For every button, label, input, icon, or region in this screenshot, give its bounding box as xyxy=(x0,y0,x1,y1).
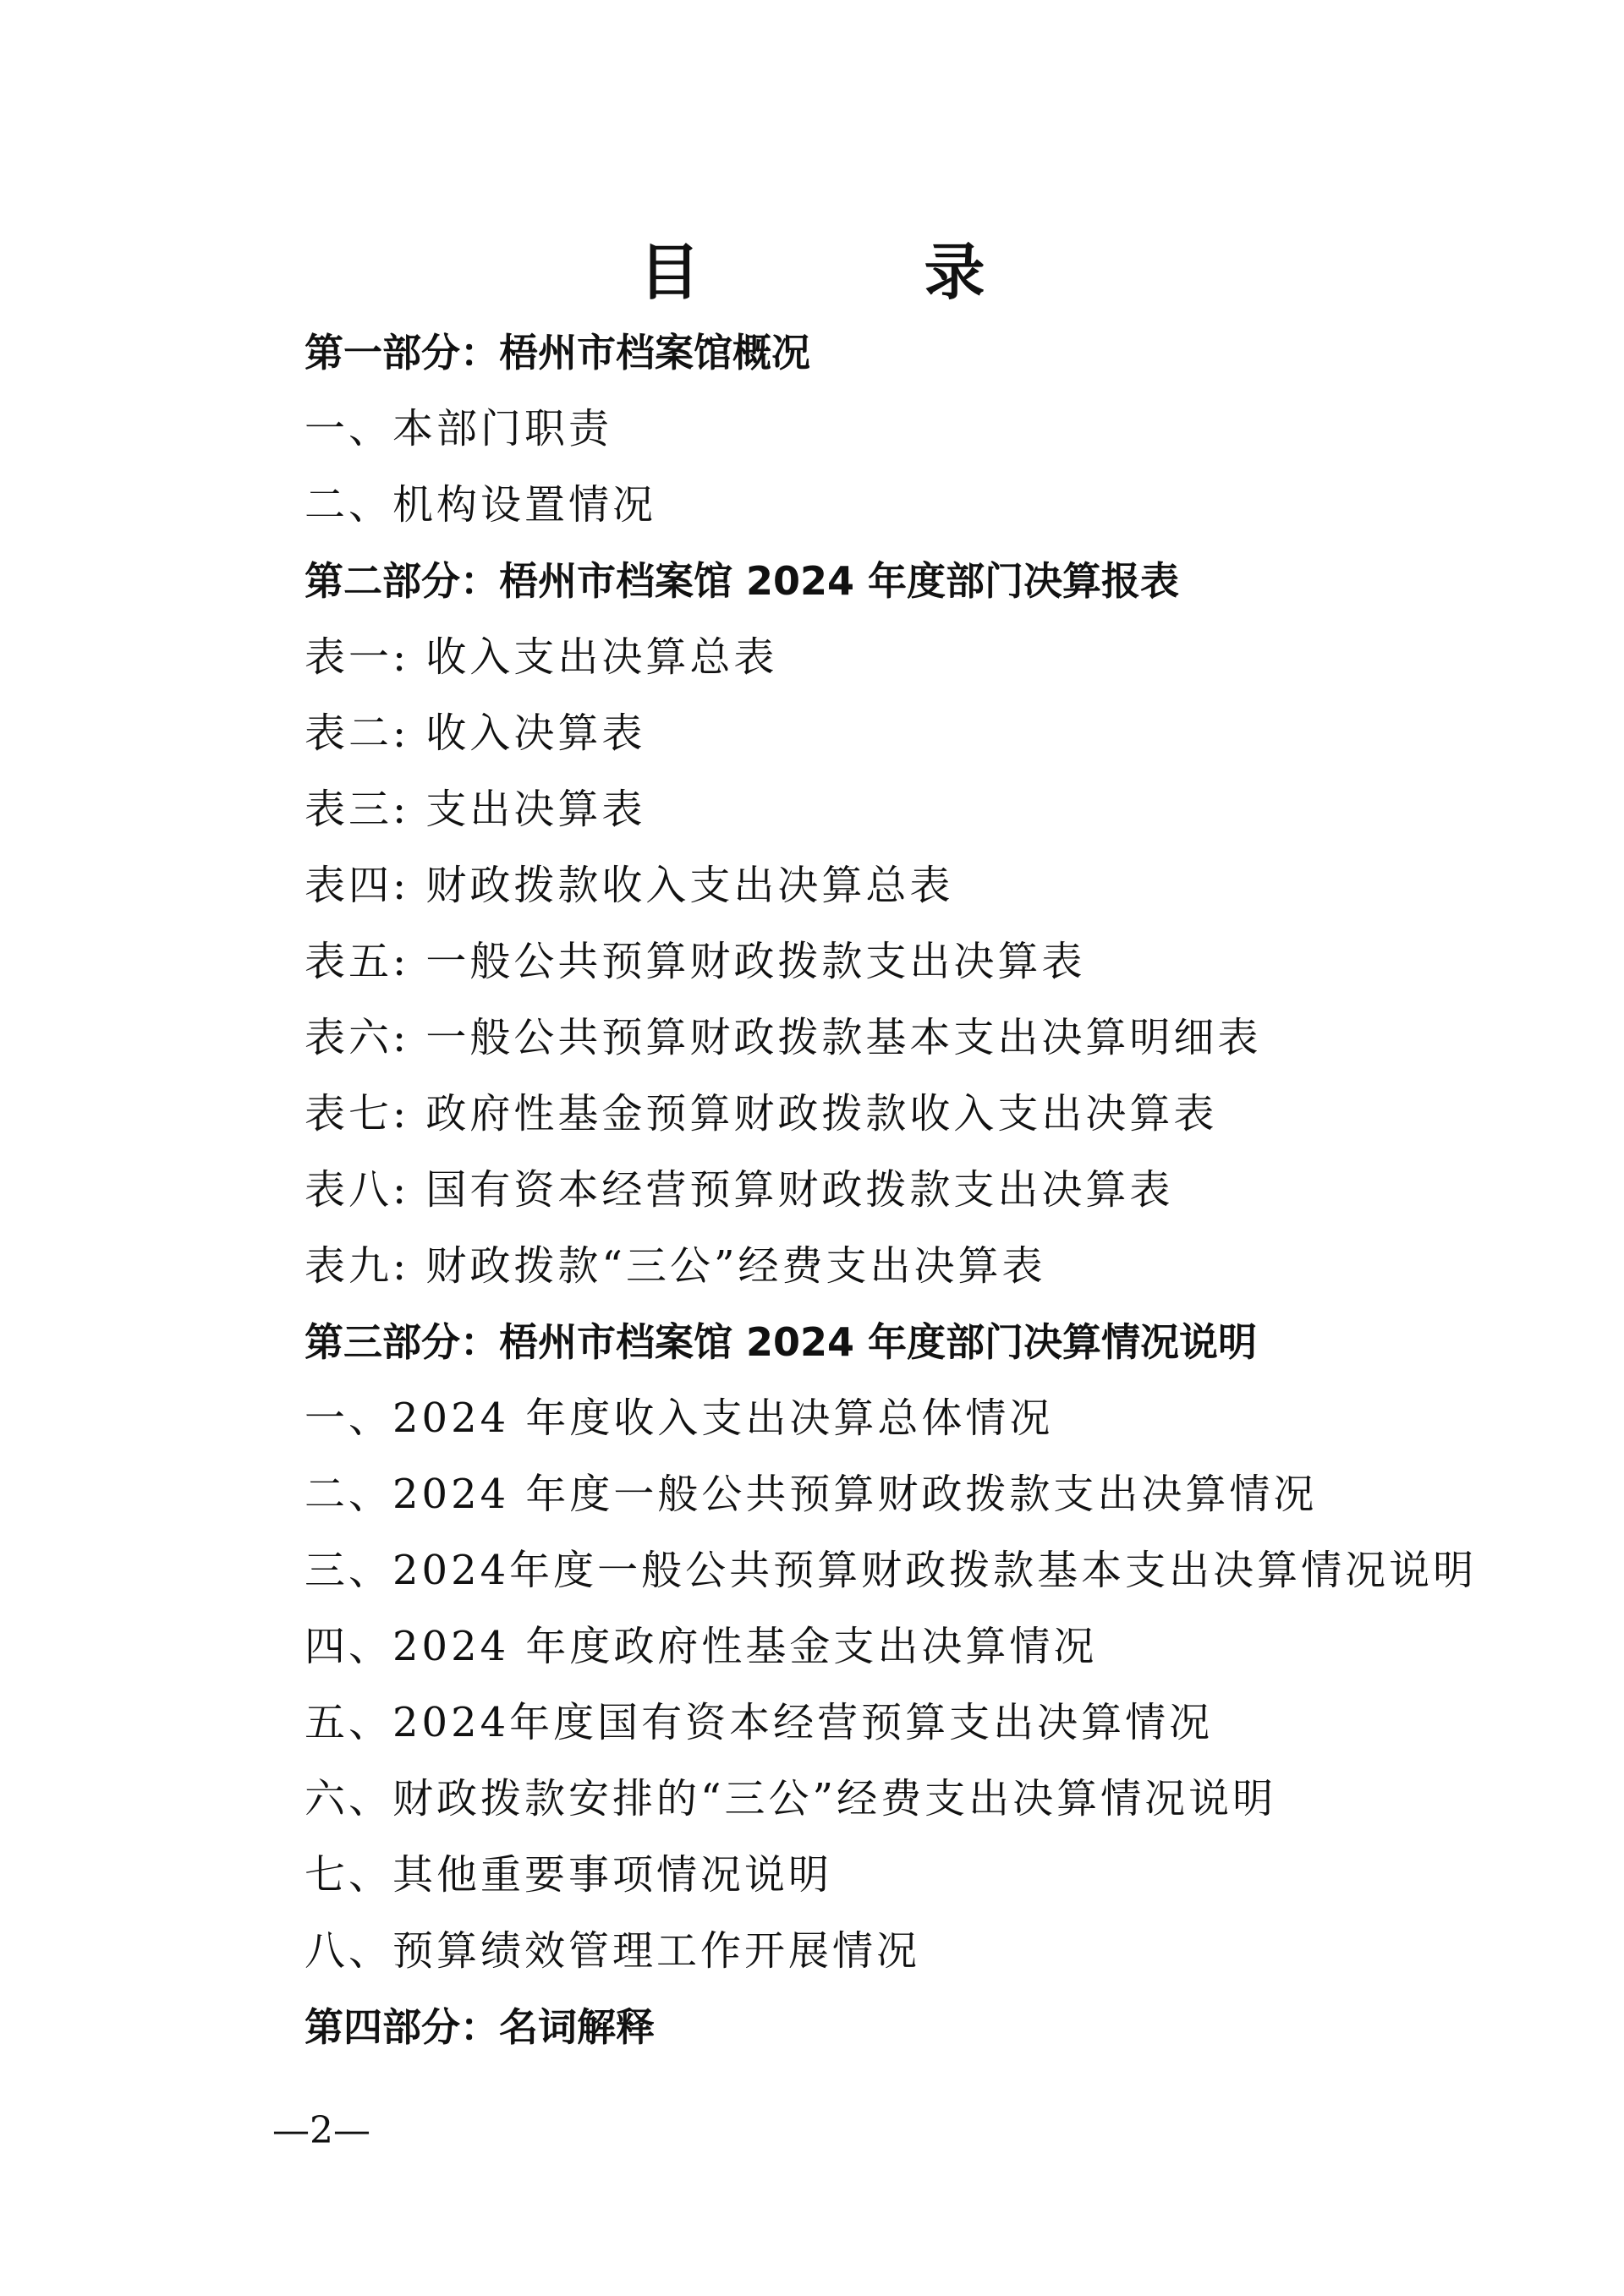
toc-entry: 八、预算绩效管理工作开展情况 xyxy=(304,1927,921,1975)
toc-entry: 表五: 一般公共预算财政拨款支出决算表 xyxy=(304,938,1086,985)
toc-entry: 表九: 财政拨款“三公”经费支出决算表 xyxy=(304,1242,1046,1290)
toc-entry: 表四: 财政拨款收入支出决算总表 xyxy=(304,862,954,909)
toc-entry: 一、2024 年度收入支出决算总体情况 xyxy=(304,1395,1054,1442)
toc-entry: 六、财政拨款安排的“三公”经费支出决算情况说明 xyxy=(304,1775,1277,1822)
toc-entry: 四、2024 年度政府性基金支出决算情况 xyxy=(304,1623,1098,1670)
page-title: 目 录 xyxy=(639,237,1087,308)
toc-entry: 三、2024年度一般公共预算财政拨款基本支出决算情况说明 xyxy=(304,1547,1478,1594)
toc-entry: 二、2024 年度一般公共预算财政拨款支出决算情况 xyxy=(304,1471,1318,1518)
toc-entry: 表二: 收入决算表 xyxy=(304,710,646,757)
toc-entry: 表六: 一般公共预算财政拨款基本支出决算明细表 xyxy=(304,1014,1262,1061)
toc-entry: 五、2024年度国有资本经营预算支出决算情况 xyxy=(304,1699,1214,1746)
toc-entry: 表三: 支出决算表 xyxy=(304,786,646,833)
toc-entry: 表八: 国有资本经营预算财政拨款支出决算表 xyxy=(304,1166,1174,1214)
toc-entry: 表一: 收入支出决算总表 xyxy=(304,633,778,681)
toc-entry: 一、本部门职责 xyxy=(304,405,613,452)
toc-entry: 二、机构设置情况 xyxy=(304,481,657,529)
toc-entry: 七、其他重要事项情况说明 xyxy=(304,1851,833,1899)
toc-entry: 第一部分：梧州市档案馆概况 xyxy=(304,330,810,375)
toc-entry: 第二部分：梧州市档案馆 2024 年度部门决算报表 xyxy=(304,558,1180,604)
table-of-contents xyxy=(304,315,1506,2065)
toc-entry: 第四部分：名词解释 xyxy=(304,2004,655,2050)
toc-entry: 表七: 政府性基金预算财政拨款收入支出决算表 xyxy=(304,1090,1218,1137)
page-number: —2— xyxy=(272,2109,370,2152)
toc-entry: 第三部分：梧州市档案馆 2024 年度部门决算情况说明 xyxy=(304,1319,1258,1365)
